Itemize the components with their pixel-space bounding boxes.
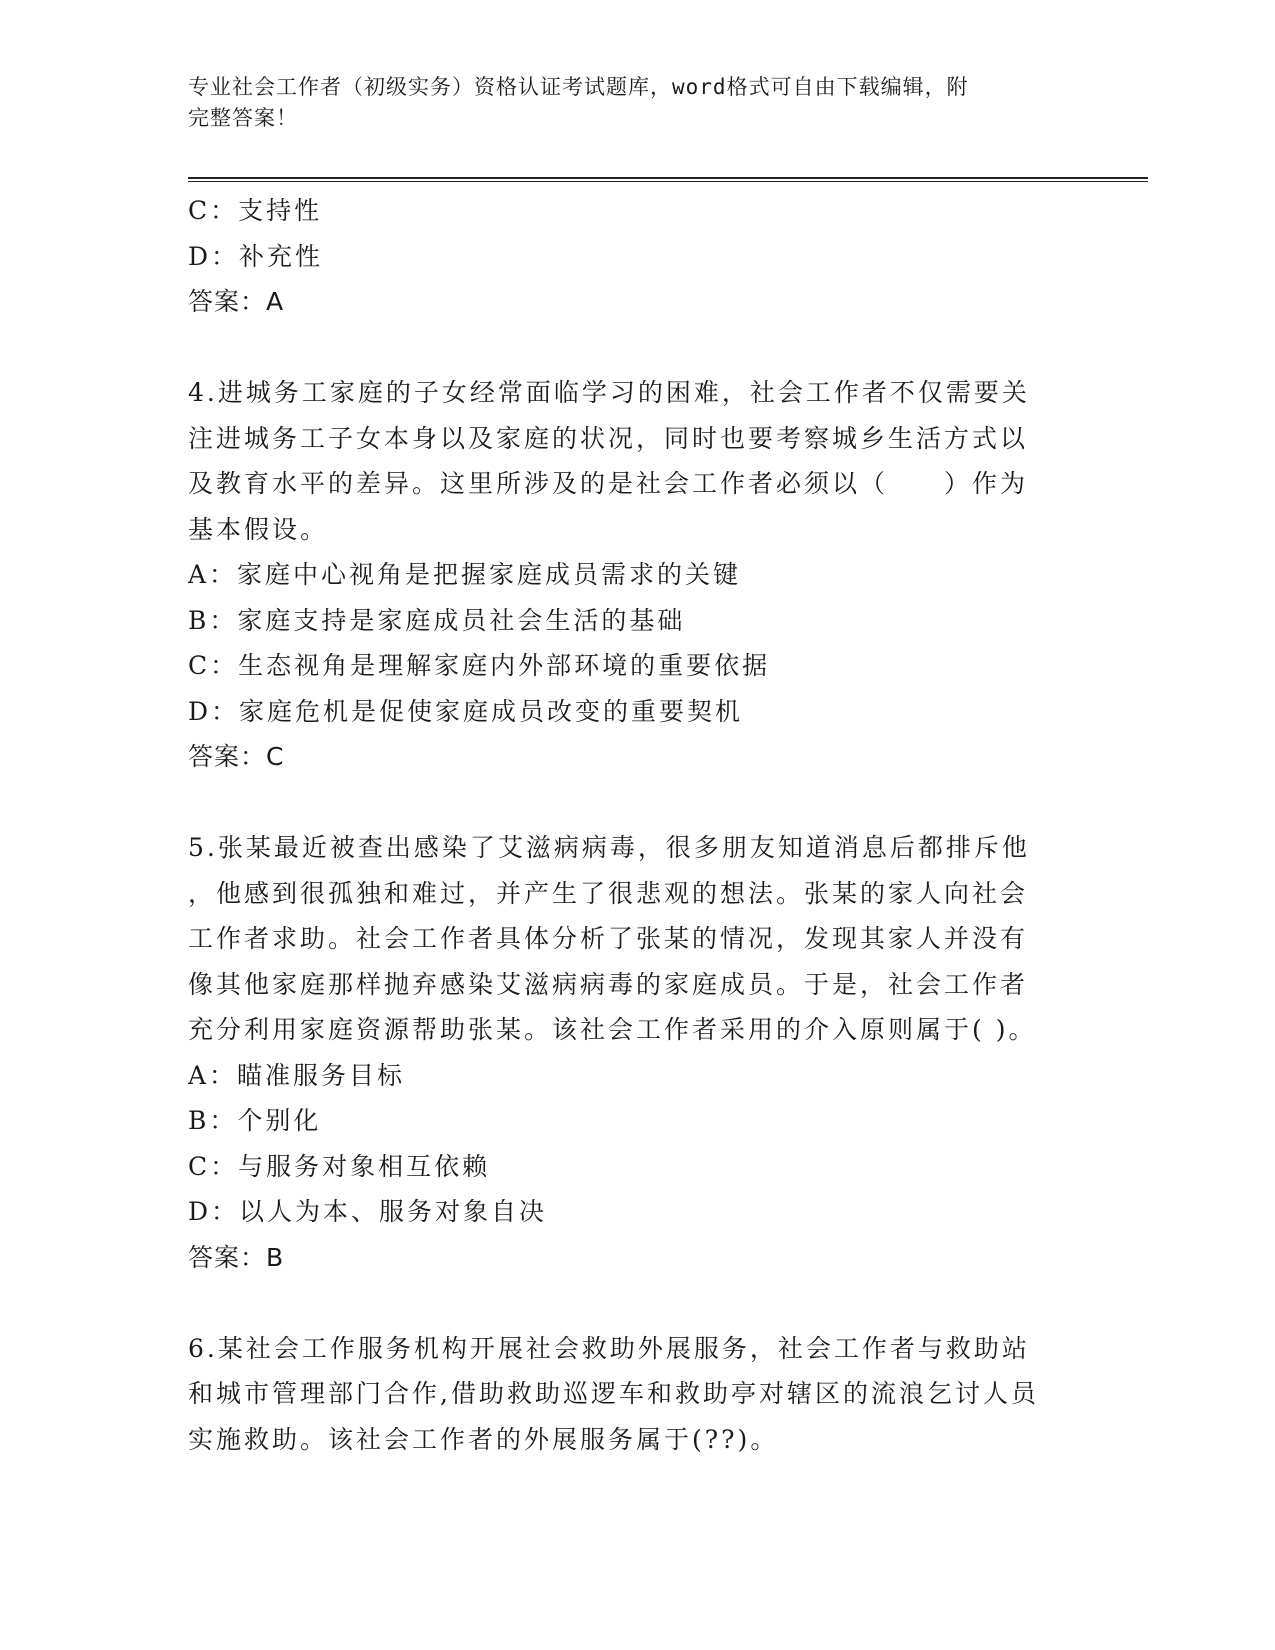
question-content <box>188 188 1088 1462</box>
header-line-1: 专业社会工作者（初级实务）资格认证考试题库，word格式可自由下载编辑，附 <box>188 75 969 99</box>
question-5-option-b: B：个别化 <box>188 1106 322 1135</box>
spacer <box>188 780 1088 826</box>
question-5-option-d: D：以人为本、服务对象自决 <box>188 1197 548 1226</box>
question-6 <box>188 1326 1088 1463</box>
question-4-option-a: A：家庭中心视角是把握家庭成员需求的关键 <box>188 560 742 589</box>
question-5-option-c: C：与服务对象相互依赖 <box>188 1151 491 1181</box>
option-c: C：支持性 <box>188 196 323 225</box>
question-5-line: 像其他家庭那样抛弃感染艾滋病病毒的家庭成员。于是，社会工作者 <box>188 969 1029 999</box>
option-d: D：补充性 <box>188 241 324 271</box>
question-6-line: 6.某社会工作服务机构开展社会救助外展服务，社会工作者与救助站 <box>188 1333 1030 1363</box>
question-5-option-a: A：瞄准服务目标 <box>188 1060 406 1090</box>
question-5-line: ，他感到很孤独和难过，并产生了很悲观的想法。张某的家人向社会 <box>188 878 1029 908</box>
question-4-option-c: C：生态视角是理解家庭内外部环境的重要依据 <box>188 651 771 680</box>
question-5-line: 5.张某最近被查出感染了艾滋病病毒，很多朋友知道消息后都排斥他 <box>188 833 1030 862</box>
document-header <box>188 72 1068 134</box>
question-4-line: 基本假设。 <box>188 514 329 544</box>
question-4-option-d: D：家庭危机是促使家庭成员改变的重要契机 <box>188 696 744 726</box>
question-5 <box>188 825 1088 1280</box>
question-5-answer: 答案：B <box>188 1242 285 1272</box>
question-4-line: 注进城务工子女本身以及家庭的状况，同时也要考察城乡生活方式以 <box>188 423 1029 453</box>
spacer <box>188 325 1088 371</box>
spacer <box>188 1280 1088 1326</box>
question-4-option-b: B：家庭支持是家庭成员社会生活的基础 <box>188 605 686 635</box>
question-6-line: 和城市管理部门合作,借助救助巡逻车和救助亭对辖区的流浪乞讨人员 <box>188 1379 1039 1408</box>
question-5-line: 工作者求助。社会工作者具体分析了张某的情况，发现其家人并没有 <box>188 924 1029 953</box>
question-4-line: 及教育水平的差异。这里所涉及的是社会工作者必须以（ ）作为 <box>188 469 1029 498</box>
answer-line: 答案：A <box>188 287 285 316</box>
header-divider <box>188 177 1148 182</box>
question-4 <box>188 370 1088 780</box>
question-4-answer: 答案：C <box>188 742 285 771</box>
question-4-line: 4.进城务工家庭的子女经常面临学习的困难，社会工作者不仅需要关 <box>188 378 1030 407</box>
question-5-line: 充分利用家庭资源帮助张某。该社会工作者采用的介入原则属于( )。 <box>188 1015 1037 1044</box>
header-line-2: 完整答案！ <box>188 106 298 130</box>
question-6-line: 实施救助。该社会工作者的外展服务属于(??)。 <box>188 1424 779 1454</box>
